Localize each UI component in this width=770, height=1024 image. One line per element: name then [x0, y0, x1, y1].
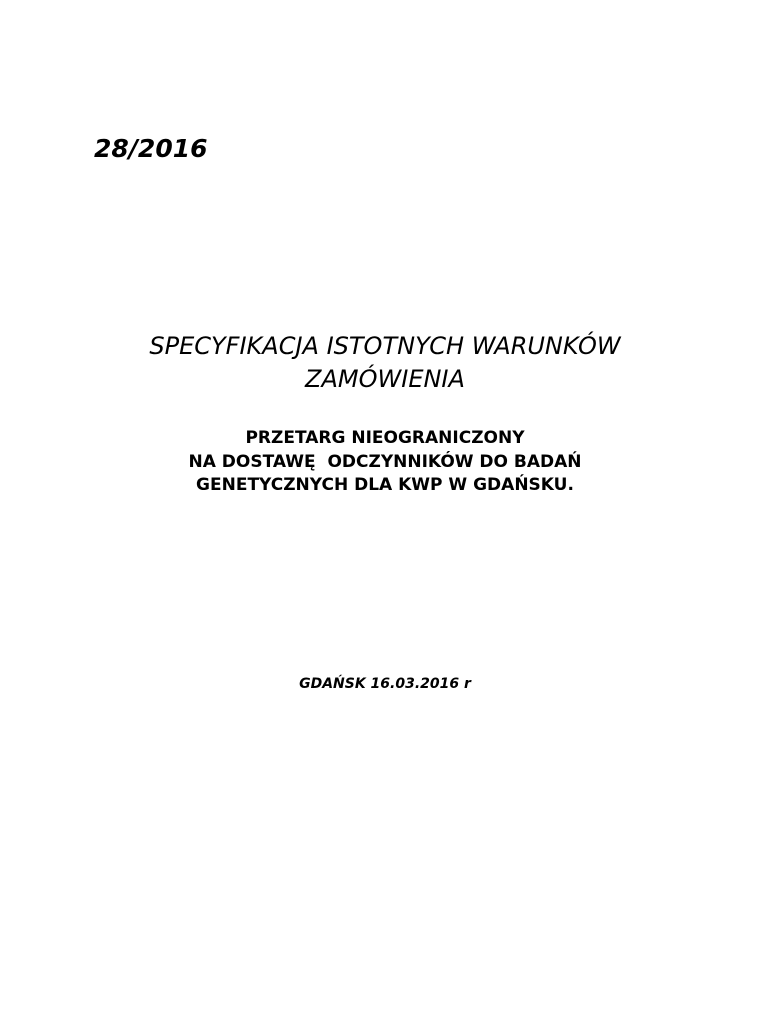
- document-number: 28/2016: [94, 134, 208, 163]
- place-and-date: GDAŃSK 16.03.2016 r: [299, 676, 471, 692]
- document-subject-line: NA DOSTAWĘ ODCZYNNIKÓW DO BADAŃ: [188, 451, 582, 472]
- document-title-line: SPECYFIKACJA ISTOTNYCH WARUNKÓW: [149, 332, 621, 360]
- document-subject: [0, 427, 770, 498]
- document-subject-line: GENETYCZNYCH DLA KWP W GDAŃSKU.: [196, 475, 574, 495]
- document-title-line: ZAMÓWIENIA: [305, 365, 465, 393]
- document-subject-line: PRZETARG NIEOGRANICZONY: [245, 428, 525, 448]
- document-title: [0, 330, 770, 396]
